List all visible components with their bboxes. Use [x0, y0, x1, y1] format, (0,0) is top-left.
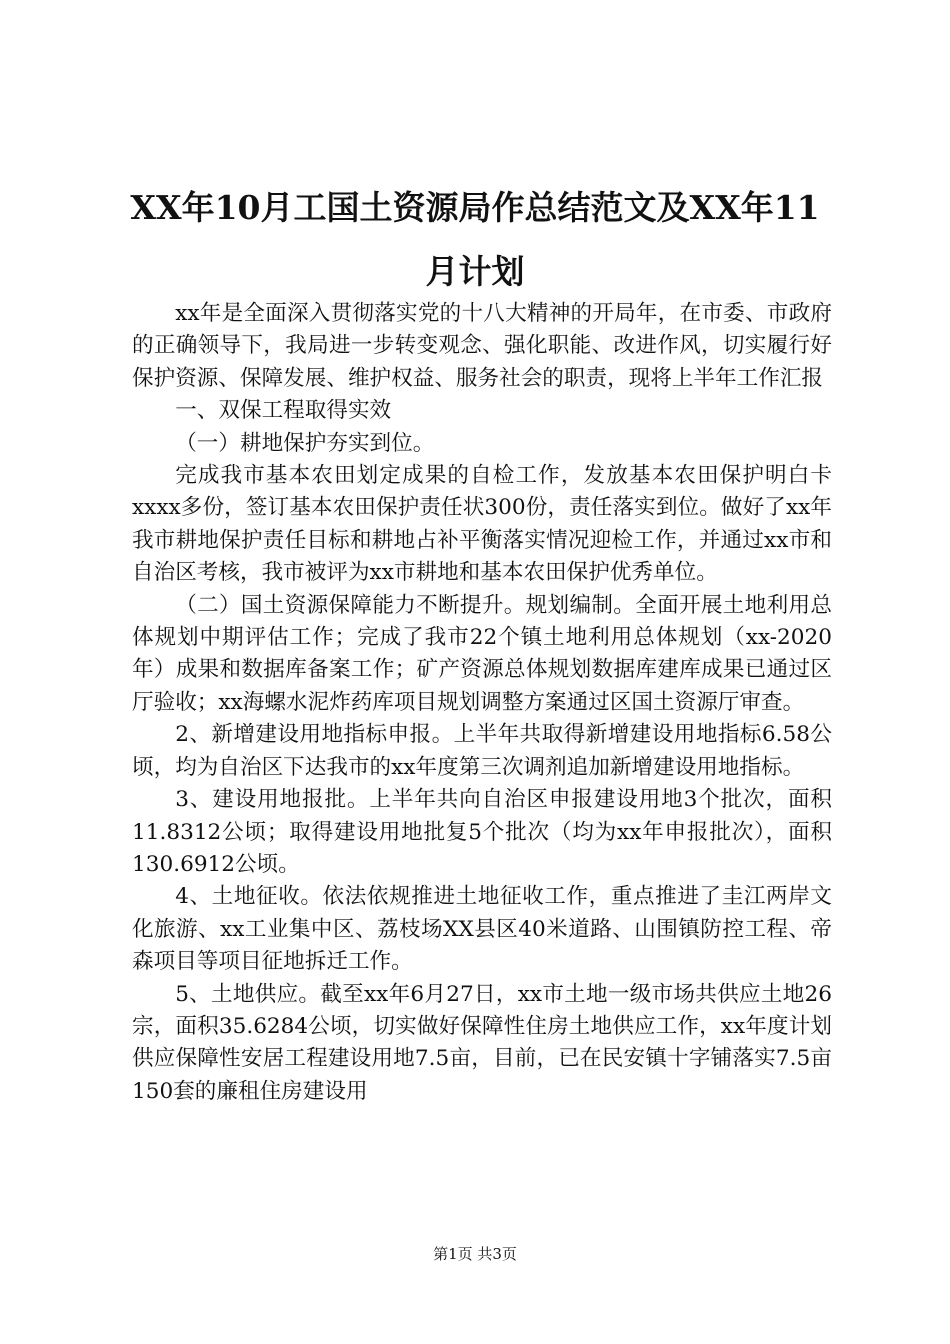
subsection-heading-1: （一）耕地保护夯实到位。 [175, 430, 435, 456]
section-heading-1: 一、双保工程取得实效 [175, 398, 392, 424]
paragraph-approval: 3、建设用地报批。上半年共向自治区申报建设用地3个批次，面积11.8312公顷；取得建设用地批复5个批次（均为xx年申报批次），面积130.6912公顷。 [132, 787, 832, 877]
paragraph-supply: 5、土地供应。截至xx年6月27日，xx市土地一级市场共供应土地26宗，面积35.6284公顷，切实做好保障性住房土地供应工作，xx年度计划供应保障性安居工程建设用地7.5亩，目前，已在民安镇十字铺落实7.5亩150套的廉租住房建设用 [132, 981, 832, 1104]
paragraph-expropriation: 4、土地征收。依法依规推进土地征收工作，重点推进了圭江两岸文化旅游、xx工业集中区、荔枝场XX县区40米道路、山围镇防控工程、帝森项目等项目征地拆迁工作。 [132, 884, 832, 975]
paragraph-farmland: 完成我市基本农田划定成果的自检工作，发放基本农田保护明白卡xxxx多份，签订基本农田保护责任状300份，责任落实到位。做好了xx年我市耕地保护责任目标和耕地占补平衡落实情况迎检工作，并通过xx市和自治区考核，我市被评为xx市耕地和基本农田保护优秀单位。 [132, 463, 832, 586]
document-body [132, 298, 832, 1108]
document-title: XX年10月工国土资源局作总结范文及XX年11月计划 [130, 188, 820, 291]
page-footer: 第1页 共3页 [433, 1245, 517, 1263]
paragraph-intro: xx年是全面深入贯彻落实党的十八大精神的开局年，在市委、市政府的正确领导下，我局进一步转变观念、强化职能、改进作风，切实履行好保护资源、保障发展、维护权益、服务社会的职责，现将上半年工作汇报 [132, 301, 832, 391]
paragraph-quota: 2、新增建设用地指标申报。上半年共取得新增建设用地指标6.58公顷，均为自治区下达我市的xx年度第三次调剂追加新增建设用地指标。 [132, 722, 832, 780]
paragraph-planning: （二）国土资源保障能力不断提升。规划编制。全面开展土地利用总体规划中期评估工作；完成了我市22个镇土地利用总体规划（xx-2020年）成果和数据库备案工作；矿产资源总体规划数据库建库成果已通过区厅验收；xx海螺水泥炸药库项目规划调整方案通过区国土资源厅审查。 [132, 592, 832, 715]
